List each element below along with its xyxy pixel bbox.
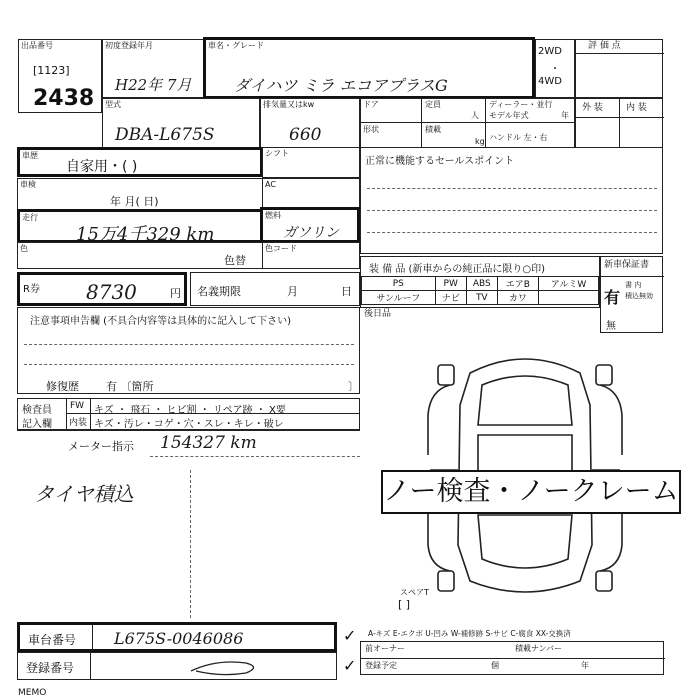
lot-number: 2438 — [33, 86, 95, 111]
equipment-grid — [361, 276, 599, 305]
equip-leather: カワ — [497, 291, 538, 305]
vin-check: ✓ — [343, 626, 357, 645]
plate-label: 登録番号 — [26, 661, 75, 675]
mileage-label: 走行 — [22, 213, 38, 222]
body-box — [360, 98, 575, 148]
equip-sunroof: サンルーフ — [362, 291, 436, 305]
fuel-box — [260, 207, 360, 243]
interior-label: 内 装 — [626, 103, 647, 113]
grade-box — [575, 39, 663, 98]
in-label: 内装 — [69, 418, 88, 428]
name-box — [203, 37, 535, 99]
sales-points-box — [360, 147, 663, 254]
spare-label: スペアT — [400, 588, 429, 597]
inspection-box — [17, 178, 263, 210]
displacement-label: 排気量又はkw — [263, 100, 315, 109]
load-label: 積載 — [425, 125, 441, 134]
ac-label: AC — [265, 180, 276, 189]
model-label: 型式 — [105, 100, 121, 109]
lot-bracket: [1123] — [33, 64, 70, 77]
warranty-yes-note-2: 積込無効 — [625, 292, 653, 300]
first-reg-box — [102, 39, 205, 98]
color-code-label: 色コード — [265, 244, 297, 253]
meter-label: メーター指示 — [68, 440, 134, 453]
sales-points-title: 正常に機能するセールスポイント — [365, 156, 515, 167]
fw-label: FW — [70, 401, 85, 411]
warranty-no: 無 — [606, 321, 616, 332]
color-change-label: 色替 — [224, 254, 246, 267]
inspection-value: 年 月( 日) — [110, 195, 159, 208]
model-year-label: モデル年式 — [489, 111, 529, 120]
warranty-title: 新車保証書 — [604, 260, 650, 270]
doors-label: ドア — [363, 100, 379, 109]
equip-tv: TV — [466, 291, 497, 305]
history-value: 自家用・( ) — [66, 159, 138, 175]
inspector-label-2: 記入欄 — [22, 419, 52, 430]
grade-label: 評 価 点 — [588, 41, 621, 51]
displacement-value: 660 — [289, 125, 322, 145]
plate-box — [17, 652, 337, 680]
dealer-label: ディーラー・並行 — [489, 100, 553, 109]
ac-box — [262, 178, 360, 209]
owner-box — [360, 641, 664, 675]
color-box — [17, 242, 263, 269]
exterior-interior-box — [575, 98, 663, 148]
drive-4wd: 4WD — [538, 76, 562, 87]
color-label: 色 — [20, 244, 28, 253]
shape-label: 形状 — [363, 125, 379, 134]
equipment-title: 装 備 品 (新車からの純正品に限り○印) — [369, 264, 546, 275]
steering-label: ハンドル 左・右 — [489, 133, 548, 142]
reg-expiry-day: 日 — [341, 285, 352, 298]
load-unit: kg — [475, 137, 485, 146]
equip-pw: PW — [435, 277, 466, 291]
equip-alloy: アルミW — [539, 277, 599, 291]
box3-label: 年 — [581, 661, 589, 670]
displacement-box — [260, 98, 360, 148]
seat-number-label: 積載ナンバー — [515, 644, 563, 653]
meter-value: 154327 km — [160, 433, 257, 453]
model-year-unit: 年 — [561, 111, 569, 120]
fuel-value: ガソリン — [283, 225, 339, 241]
repair-label: 修復歴 — [46, 380, 79, 393]
warranty-yes: 有 — [604, 288, 621, 307]
drive-box — [535, 39, 575, 98]
recycle-label: R券 — [23, 284, 40, 295]
name-value: ダイハツ ミラ エコアプラスG — [234, 76, 448, 95]
fuel-label: 燃料 — [265, 211, 281, 220]
recycle-value: 8730 — [86, 280, 137, 304]
lot-label: 出品番号 — [21, 41, 53, 50]
rear-seat-label: 後日品 — [364, 309, 392, 319]
reg-expiry-box — [190, 272, 360, 306]
mileage-box — [17, 209, 263, 243]
fw-items: キズ ・ 飛石 ・ ヒビ割 ・ リペア跡 ・ X要 — [94, 405, 286, 416]
in-items: キズ・汚レ・コゲ・穴・スレ・キレ・破レ — [94, 419, 284, 430]
color-code-box — [262, 242, 360, 269]
model-box — [102, 98, 260, 148]
first-reg-label: 初度登録年月 — [105, 41, 153, 50]
lot-box — [18, 39, 102, 113]
reg-expiry-label: 名義期限 — [197, 285, 241, 298]
handwritten-note: タイヤ積込 — [34, 482, 134, 506]
vin-label: 車台番号 — [28, 633, 77, 647]
vin-box — [17, 622, 337, 652]
plate-check: ✓ — [343, 656, 357, 675]
name-label: 車名・グレード — [208, 41, 264, 50]
capacity-unit: 人 — [471, 111, 479, 120]
planned-reg-label: 登録予定 — [365, 661, 397, 670]
notes-title: 注意事項申告欄 (不具合内容等は具体的に記入して下さい) — [30, 316, 291, 327]
equip-abs: ABS — [466, 277, 497, 291]
repair-close: 〕 — [348, 380, 359, 393]
drive-dot: ・ — [550, 64, 560, 75]
inspector-box — [17, 398, 360, 430]
notes-box — [17, 307, 360, 394]
model-value: DBA-L675S — [115, 125, 215, 145]
mileage-value: 15万4千329 km — [76, 224, 215, 245]
vin-value: L675S-0046086 — [114, 629, 244, 648]
repair-value: 有 〔箇所 — [106, 380, 154, 393]
prev-owner-label: 前オーナー — [365, 644, 405, 653]
spare-bracket: [ ] — [398, 598, 411, 611]
equipment-box — [360, 256, 600, 308]
history-box — [17, 147, 263, 177]
inspector-label-1: 検査員 — [22, 405, 52, 416]
recycle-box — [17, 272, 187, 306]
box2-label: 個 — [491, 661, 499, 670]
warranty-yes-note-1: 書 内 — [625, 281, 642, 289]
warranty-box — [600, 256, 663, 333]
shift-label: シフト — [265, 149, 289, 158]
no-inspection-stamp: ノー検査・ノークレーム — [381, 470, 681, 514]
recycle-unit: 円 — [170, 287, 181, 300]
memo-label: MEMO — [18, 688, 47, 698]
damage-legend: A-キズ E-エクボ U-凹み W-補修跡 S-サビ C-腐食 XX-交換済 — [368, 629, 571, 638]
reg-expiry-month: 月 — [287, 285, 298, 298]
inspection-label: 車検 — [20, 180, 36, 189]
equip-empty — [539, 291, 599, 305]
drive-2wd: 2WD — [538, 46, 562, 57]
equip-airbag: エアB — [497, 277, 538, 291]
history-label: 車歴 — [22, 151, 38, 160]
equip-navi: ナビ — [435, 291, 466, 305]
equip-ps: PS — [362, 277, 436, 291]
plate-scribble — [186, 657, 266, 677]
exterior-label: 外 装 — [582, 103, 603, 113]
first-reg-value: H22年 7月 — [115, 76, 192, 94]
capacity-label: 定員 — [425, 100, 441, 109]
shift-box — [262, 147, 360, 178]
